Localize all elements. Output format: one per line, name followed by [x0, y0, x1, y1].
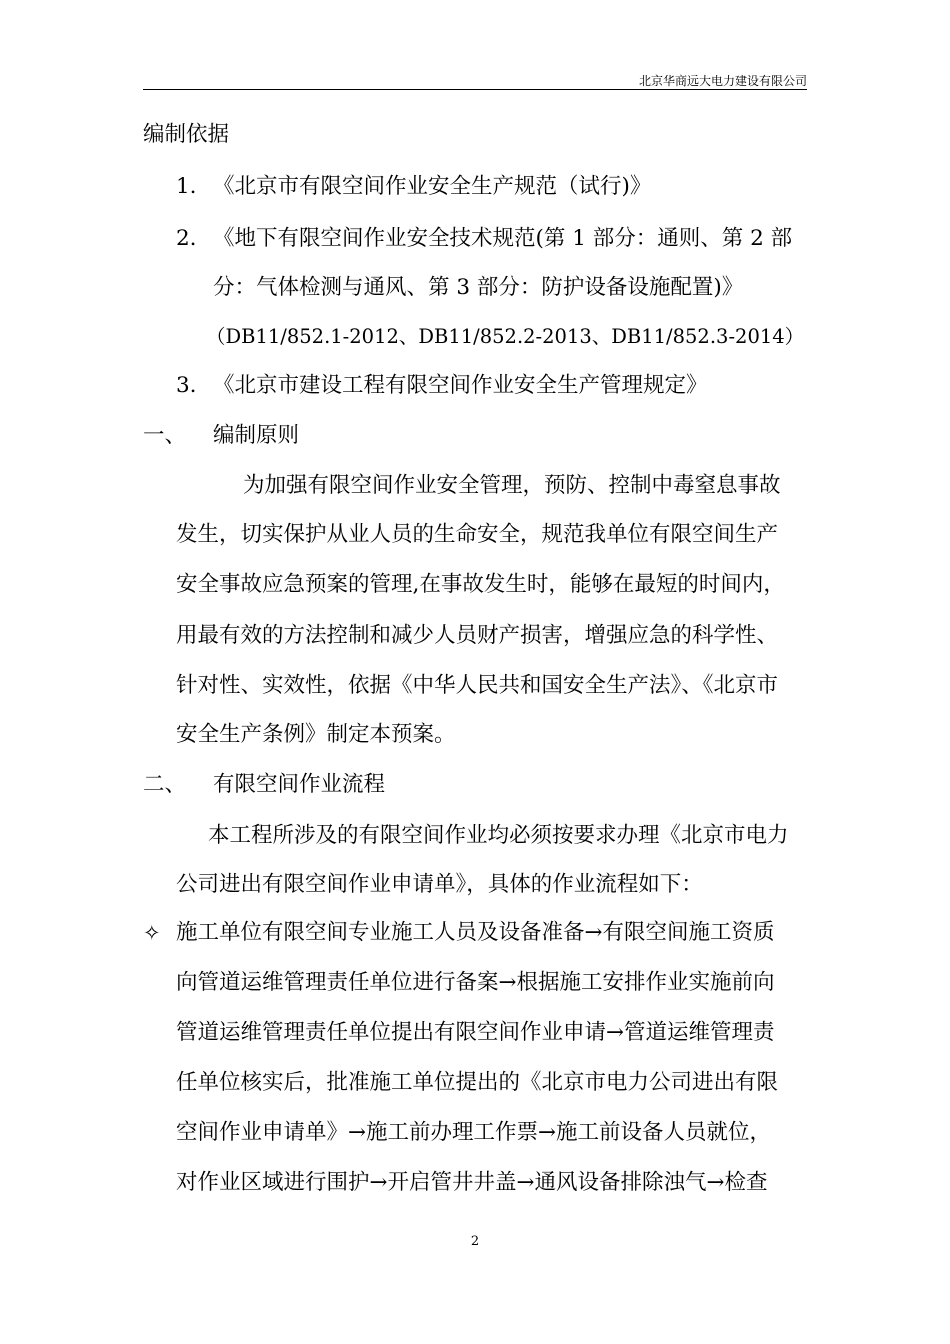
basis-item-1-number: 1. [176, 174, 197, 199]
section2-flow-line-6: 对作业区域进行围护→开启管井井盖→通风设备排除浊气→检查 [176, 1170, 768, 1195]
section2-title: 有限空间作业流程 [213, 772, 386, 797]
section2-flow-line-2: 向管道运维管理责任单位进行备案→根据施工安排作业实施前向 [176, 970, 775, 995]
section1-paragraph-line-6: 安全生产条例》制定本预案。 [176, 722, 456, 747]
section2-flow-line-5: 空间作业申请单》→施工前办理工作票→施工前设备人员就位， [176, 1120, 772, 1145]
section1-title: 编制原则 [213, 423, 300, 448]
basis-item-1-text: 《北京市有限空间作业安全生产规范（试行)》 [213, 174, 652, 199]
basis-item-3-text: 《北京市建设工程有限空间作业安全生产管理规定》 [213, 373, 708, 398]
basis-item-2-line-3: （DB11/852.1-2012、DB11/852.2-2013、DB11/852.3-2014） [206, 325, 805, 348]
section1-paragraph-line-3: 安全事故应急预案的管理,在事故发生时，能够在最短的时间内， [176, 572, 785, 597]
page-header-company: 北京华商远大电力建设有限公司 [638, 74, 807, 88]
basis-item-3-number: 3. [176, 373, 197, 398]
section2-intro-line-1: 本工程所涉及的有限空间作业均必须按要求办理《北京市电力 [208, 823, 789, 848]
header-divider [143, 89, 807, 90]
section2-marker: 二、 [143, 772, 187, 797]
basis-title: 编制依据 [143, 122, 230, 147]
section2-intro-line-2: 公司进出有限空间作业申请单》，具体的作业流程如下： [176, 872, 703, 897]
section1-marker: 一、 [143, 423, 187, 448]
section2-flow-line-4: 任单位核实后，批准施工单位提出的《北京市电力公司进出有限 [176, 1070, 779, 1095]
basis-item-2-line-2: 分：气体检测与通风、第 3 部分：防护设备设施配置)》 [213, 275, 744, 300]
section1-paragraph-line-5: 针对性、实效性，依据《中华人民共和国安全生产法》、《北京市 [176, 673, 779, 698]
basis-item-2-number: 2. [176, 226, 197, 251]
section1-paragraph-line-4: 用最有效的方法控制和减少人员财产损害，增强应急的科学性、 [176, 623, 779, 648]
section1-paragraph-line-2: 发生，切实保护从业人员的生命安全，规范我单位有限空间生产 [176, 522, 779, 547]
section1-paragraph-line-1: 为加强有限空间作业安全管理，预防、控制中毒窒息事故 [243, 473, 781, 498]
page-number: 2 [470, 1234, 480, 1249]
section2-flow-line-3: 管道运维管理责任单位提出有限空间作业申请→管道运维管理责 [176, 1020, 775, 1045]
section2-flow-line-1: 施工单位有限空间专业施工人员及设备准备→有限空间施工资质 [176, 920, 775, 945]
diamond-bullet-icon: ✧ [143, 921, 161, 945]
basis-item-2-line-1: 《地下有限空间作业安全技术规范(第 1 部分：通则、第 2 部 [213, 226, 793, 251]
